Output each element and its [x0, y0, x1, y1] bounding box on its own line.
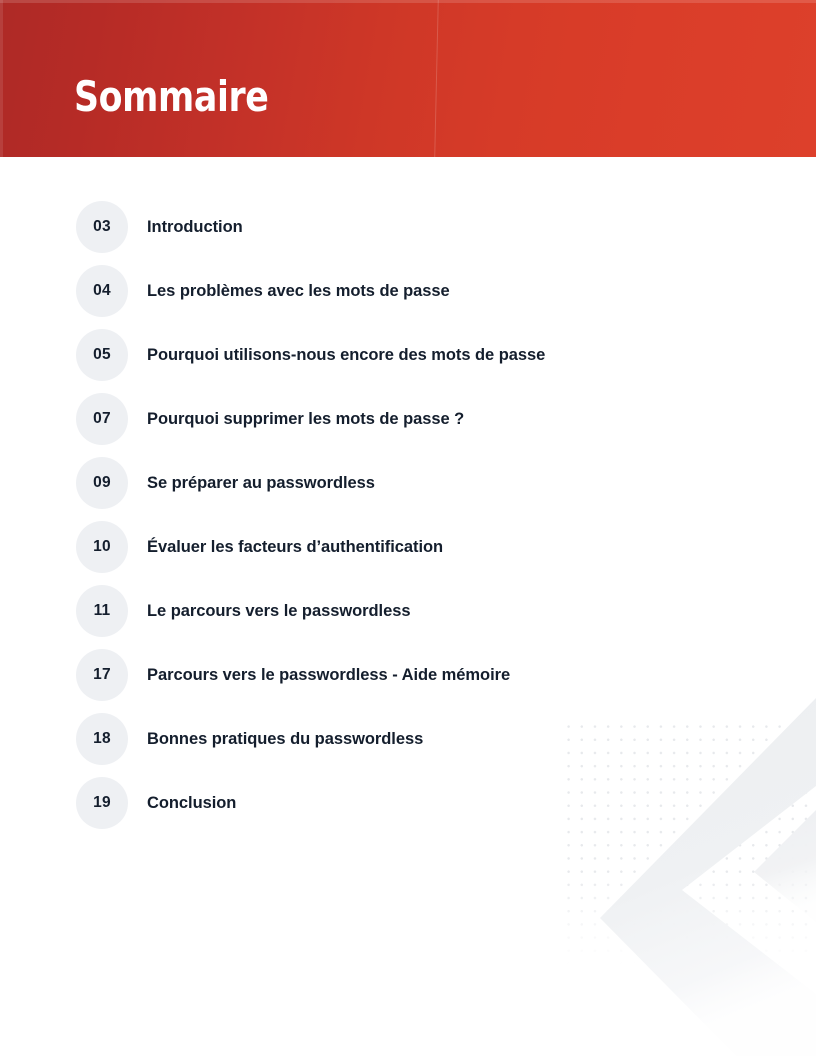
- toc-page-badge: [76, 649, 128, 701]
- toc-page-number: 11: [93, 602, 111, 620]
- toc-page-badge: [76, 201, 128, 253]
- toc-page-badge: [76, 585, 128, 637]
- toc-page-number: 05: [93, 346, 111, 364]
- header-banner: [0, 0, 816, 157]
- toc-entry-label: Pourquoi supprimer les mots de passe ?: [147, 409, 465, 428]
- page-title: Sommaire: [74, 72, 269, 121]
- toc-page-number: 09: [93, 474, 111, 492]
- toc-page-number: 19: [93, 794, 111, 812]
- toc-entry[interactable]: [0, 260, 816, 324]
- toc-entry[interactable]: [0, 772, 816, 836]
- toc-page-number: 17: [93, 666, 111, 684]
- toc-page-badge: [76, 393, 128, 445]
- table-of-contents: [0, 196, 816, 836]
- header-seam-line: [434, 0, 439, 157]
- toc-page-number: 07: [93, 410, 111, 428]
- toc-entry[interactable]: [0, 196, 816, 260]
- toc-entry-label: Le parcours vers le passwordless: [147, 601, 411, 620]
- toc-page-badge: [76, 265, 128, 317]
- toc-page-number: 04: [93, 282, 111, 300]
- toc-page-badge: [76, 329, 128, 381]
- toc-entry-label: Parcours vers le passwordless - Aide mémoire: [147, 665, 511, 684]
- toc-entry[interactable]: [0, 644, 816, 708]
- toc-entry[interactable]: [0, 580, 816, 644]
- toc-page-badge: [76, 521, 128, 573]
- toc-page-badge: [76, 457, 128, 509]
- toc-entry[interactable]: [0, 452, 816, 516]
- toc-entry-label: Évaluer les facteurs d’authentification: [147, 537, 444, 556]
- header-left-highlight: [0, 0, 3, 157]
- toc-page-number: 10: [93, 538, 111, 556]
- toc-entry[interactable]: [0, 388, 816, 452]
- toc-page-badge: [76, 713, 128, 765]
- toc-entry-label: Les problèmes avec les mots de passe: [147, 281, 450, 300]
- toc-entry-label: Introduction: [147, 217, 243, 236]
- toc-entry-label: Conclusion: [147, 793, 237, 812]
- toc-entry[interactable]: [0, 516, 816, 580]
- toc-page-number: 18: [93, 730, 111, 748]
- toc-entry[interactable]: [0, 324, 816, 388]
- toc-entry[interactable]: [0, 708, 816, 772]
- toc-entry-label: Pourquoi utilisons-nous encore des mots de passe: [147, 345, 546, 364]
- header-top-highlight: [0, 0, 816, 3]
- toc-page-number: 03: [93, 218, 111, 236]
- toc-entry-label: Bonnes pratiques du passwordless: [147, 729, 424, 748]
- toc-entry-label: Se préparer au passwordless: [147, 473, 375, 492]
- toc-page-badge: [76, 777, 128, 829]
